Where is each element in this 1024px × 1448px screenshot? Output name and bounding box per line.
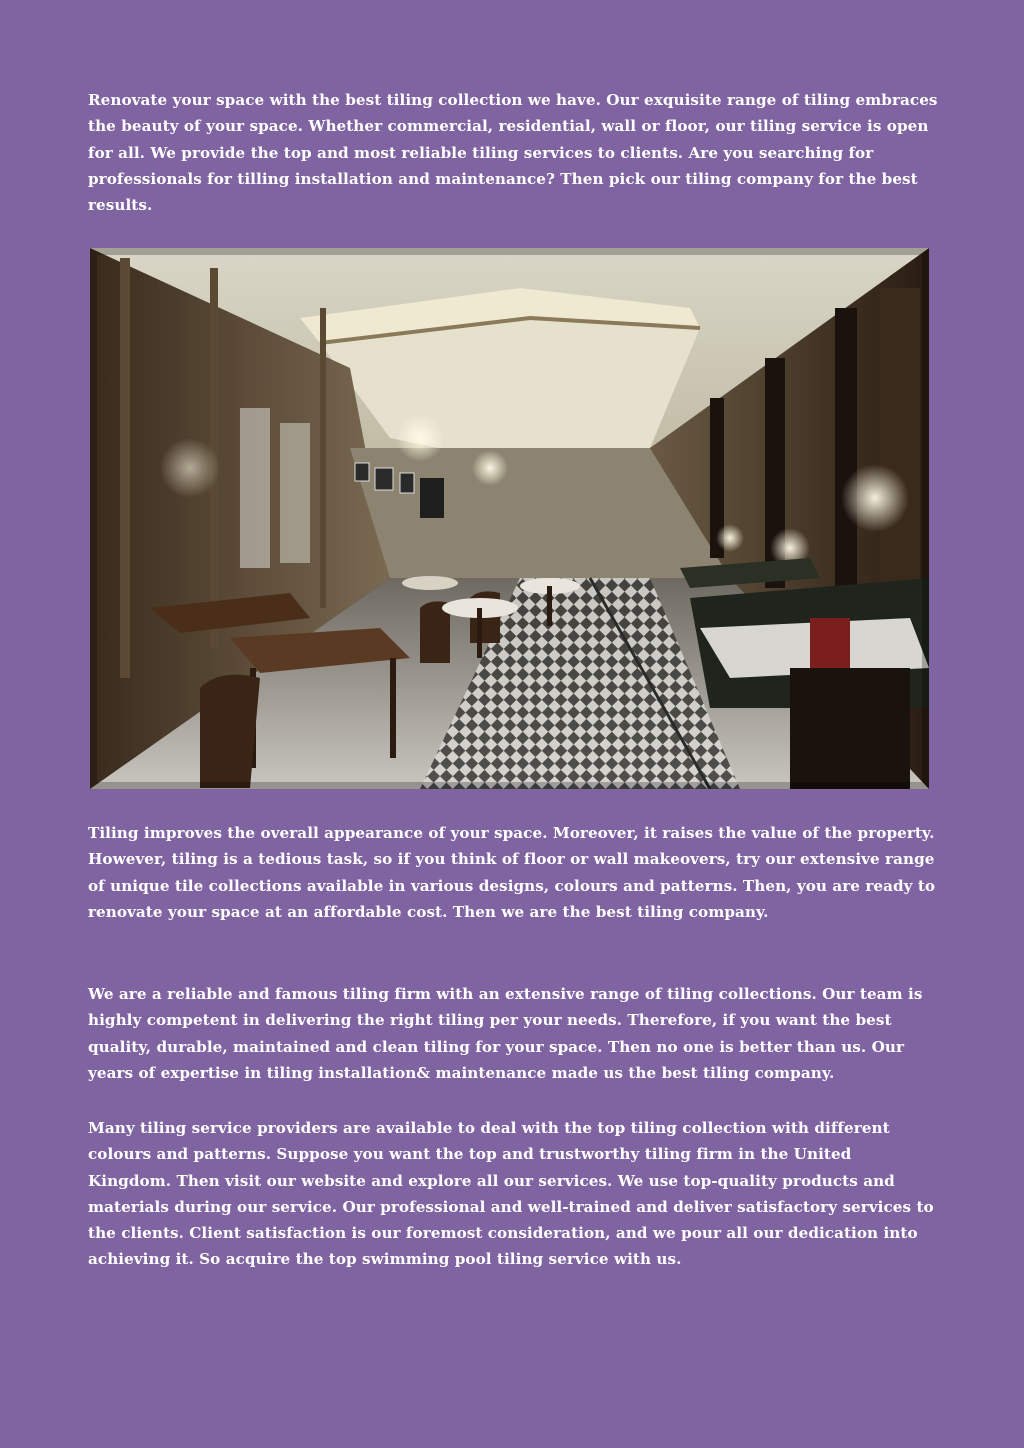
body-paragraph-providers: Many tiling service providers are available to deal with the top tiling collection with different colours and patterns. Suppose you want the top and trustworthy tiling firm in the United Kingdom. Then visit our website and explore all our services. We use top-quality products and materials during our service. Our professional and well-trained and deliver satisfactory services to the clients. Client satisfaction is our foremost consideration, and we pour all our dedication into achieving it. So acquire the top swimming pool tiling service with us. [88, 1119, 934, 1269]
body-paragraph-appearance: Tiling improves the overall appearance of your space. Moreover, it raises the value of the property. However, tiling is a tedious task, so if you think of floor or wall makeovers, try our extensive range of unique tile collections available in various designs, colours and patterns. Then, you are ready to renovate your space at an affordable cost. Then we are the best tiling company. [88, 824, 936, 921]
body-paragraph-reliable-firm: We are a reliable and famous tiling firm with an extensive range of tiling collections. Our team is highly competent in delivering the right tiling per your needs. Therefore, if you want the best quality, durable, maintained and clean tiling for your space. Then no one is better than us. Our years of expertise in tiling installation& maintenance made us the best tiling company. [88, 985, 923, 1082]
intro-paragraph: Renovate your space with the best tiling collection we have. Our exquisite range of tiling embraces the beauty of your space. Whether commercial, residential, wall or floor, our tiling service is open for all. We provide the top and most reliable tiling services to clients. Are you searching for professionals for tilling installation and maintenance? Then pick our tiling company for the best results. [88, 91, 938, 215]
restaurant-interior-photo [90, 248, 929, 789]
